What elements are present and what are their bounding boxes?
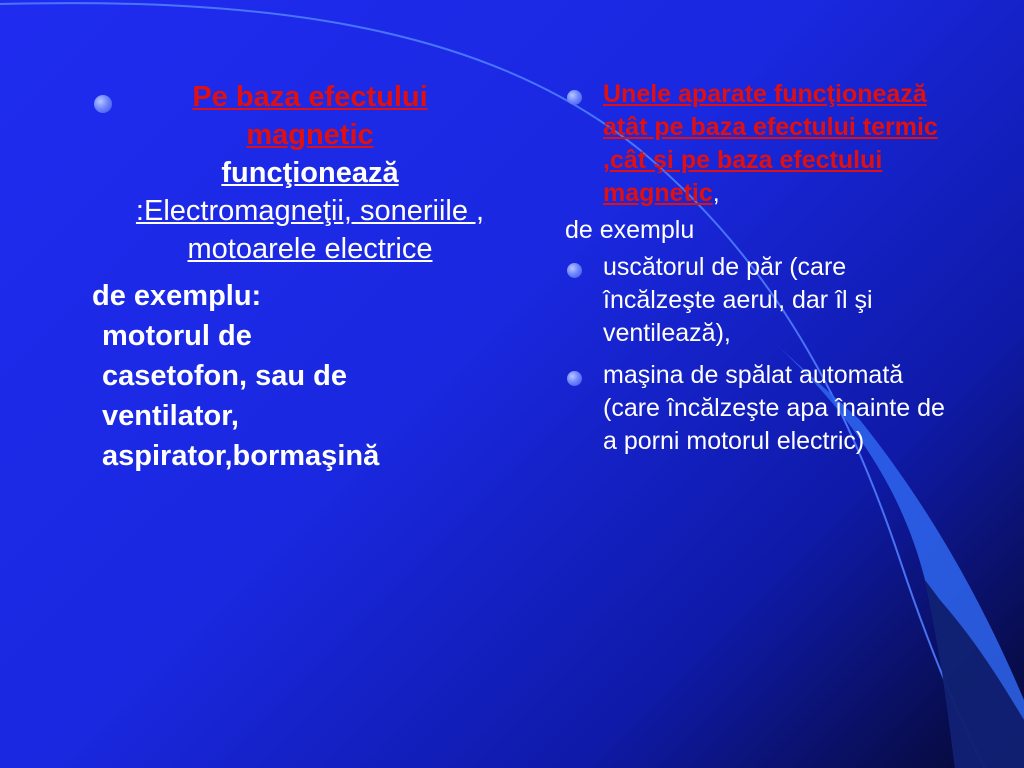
- bullet-icon: [94, 95, 112, 113]
- right-list-item: [563, 251, 953, 350]
- magnetic-effect-heading: Pe baza efectului magnetic: [192, 81, 428, 151]
- right-column: [563, 78, 953, 458]
- example-line: motorul de: [102, 320, 252, 352]
- magnetic-devices-list: :Electromagneţii, soneriile , motoarele electrice: [135, 195, 485, 265]
- intro-tail: ,: [712, 179, 720, 207]
- bullet-icon: [567, 371, 582, 386]
- example-line: casetofon, sau de: [102, 360, 347, 392]
- left-bullet-paragraph: [90, 78, 490, 268]
- example-line: aspirator,bormaşină: [102, 440, 380, 472]
- left-column: [90, 78, 490, 476]
- right-example-label: de exemplu: [565, 216, 695, 244]
- functions-word: funcţionează: [221, 157, 399, 189]
- list-item-text: uscătorul de păr (care încălzeşte aerul, dar îl şi ventilează),: [603, 253, 873, 347]
- bullet-icon: [567, 90, 582, 105]
- right-intro-paragraph: [563, 78, 953, 210]
- thermal-magnetic-heading: Unele aparate funcţionează atât pe baza efectului termic ,cât şi pe baza efectului magnetic: [603, 80, 938, 207]
- bullet-icon: [567, 263, 582, 278]
- list-item-text: maşina de spălat automată (care încălzeşte apa înainte de a porni motorul electric): [603, 361, 945, 455]
- left-example-block: [90, 276, 490, 476]
- example-line: ventilator,: [102, 400, 239, 432]
- example-lead: de exemplu:: [92, 280, 262, 312]
- right-list-item: [563, 359, 953, 458]
